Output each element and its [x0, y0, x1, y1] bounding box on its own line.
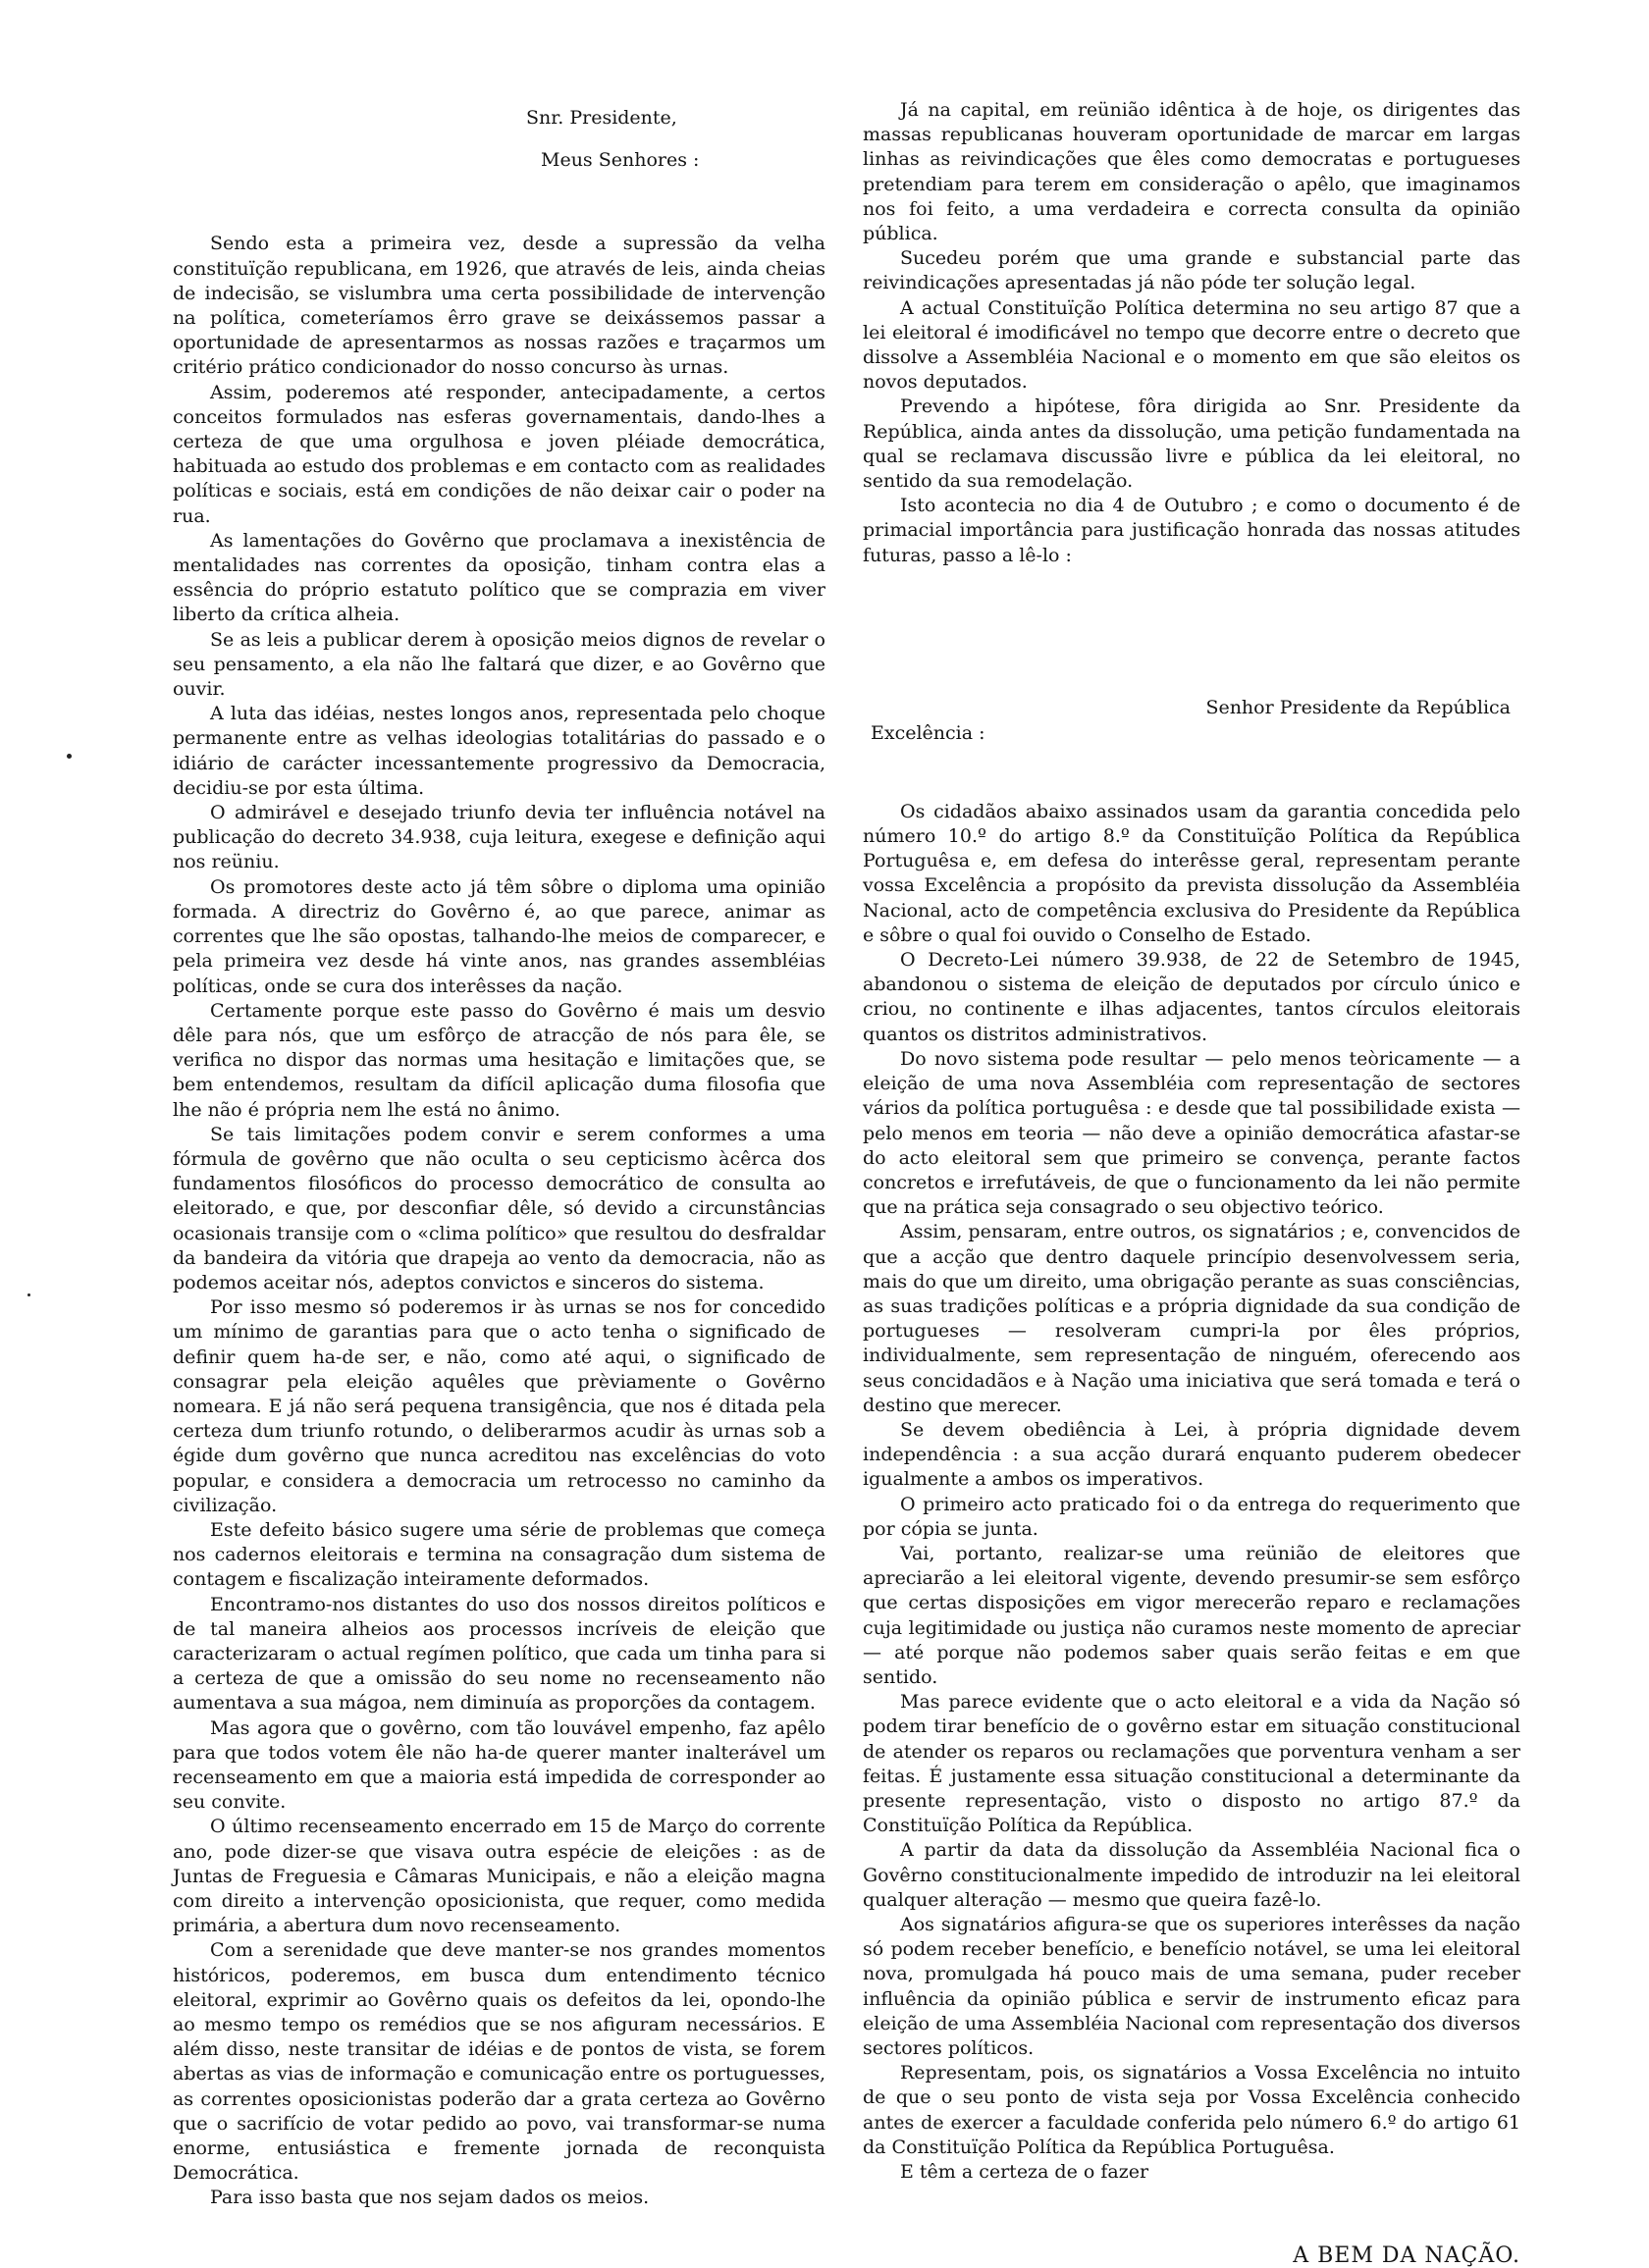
left-column: [173, 98, 825, 2211]
paragraph: Encontramo-nos distantes do uso dos nossos direitos políticos e de tal maneira alheios aos processos incríveis de eleição que caracterizaram o actual regímen político, que cada um tinha para si a certeza de que a omissão do seu nome no recenseamento não aumentava a sua mágoa, nem diminuía as proporções da contagem.: [173, 1593, 825, 1714]
paragraph: Com a serenidade que deve manter-se nos grandes momentos históricos, poderemos, em busca dum entendimento técnico eleitoral, exprimir ao Govêrno quais os defeitos da lei, opondo-lhe ao mesmo tempo os remédios que se nos afiguram necessários. E além disso, neste transitar de idéias e de pontos de vista, se forem abertas as vias de informação e comunicação entre os portuguesses, as correntes oposicionistas poderão dar a grata certeza ao Govêrno que o sacrifício de votar pedido ao povo, vai transformar-se numa enorme, entusiástica e fremente jornada de reconquista Democrática.: [173, 1939, 825, 2185]
paragraph: Sendo esta a primeira vez, desde a supressão da velha constituïção republicana, em 1926, que através de leis, ainda cheias de indecisão, se vislumbra uma certa possibilidade de intervenção na política, cometeríamos êrro grave se deixássemos passar a oportunidade de apresentarmos as nossas razões e traçarmos um critério prático condicionador do nosso concurso às urnas.: [173, 233, 825, 379]
paragraph: Assim, poderemos até responder, antecipadamente, a certos conceitos formulados nas esferas governamentais, dando-lhes a certeza de que uma orgulhosa e joven pléiade democrática, habituada ao estudo dos problemas e em contacto com as realidades políticas e sociais, está em condições de não deixar cair o poder na rua.: [173, 381, 825, 527]
paragraph: Este defeito básico sugere uma série de problemas que começa nos cadernos eleitorais e termina na consagração dum sistema de contagem e fiscalização inteiramente deformados.: [173, 1518, 825, 1591]
letter-paragraph: E têm a certeza de o fazer: [900, 2161, 1149, 2184]
paragraph: Mas agora que o govêrno, com tão louvável empenho, faz apêlo para que todos votem êle não ha-de querer manter inalterável um recenseamento em que a maioria está impedida de corresponder ao seu convite.: [173, 1716, 825, 1814]
letter-closing: A BEM DA NAÇÃO.: [1293, 2243, 1520, 2268]
paragraph: A luta das idéias, nestes longos anos, representada pelo choque permanente entre as velhas ideologias totalitárias do passado e o idiário de carácter incessantemente progressivo da Democracia, decidiu-se por esta última.: [173, 703, 825, 799]
letter-paragraph: A partir da data da dissolução da Assembléia Nacional fica o Govêrno constitucionalmente impedido de introduzir na lei eleitoral qualquer alteração — mesmo que queira fazê-lo.: [863, 1839, 1520, 1911]
paragraph: Certamente porque este passo do Govêrno é mais um desvio dêle para nós, que um esfôrço de atracção de nós para êle, se verifica no dispor das normas uma hesitação e limitações que, se bem entendemos, resultam da difícil aplicação duma filosofia que lhe não é própria nem lhe está no ânimo.: [173, 999, 825, 1121]
letter-paragraph: O primeiro acto praticado foi o da entrega do requerimento que por cópia se junta.: [863, 1493, 1520, 1540]
print-speck: [27, 1293, 30, 1296]
letter-addressee: Senhor Presidente da República: [1205, 696, 1511, 718]
letter-paragraph: Os cidadãos abaixo assinados usam da garantia concedida pelo número 10.º do artigo 8.º da Constituïção Política da República Portuguêsa e, em defesa do interêsse geral, representam perante vossa Excelência a propósito da prevista dissolução da Assembléia Nacional, acto de competência exclusiva do Presidente da República e sôbre o qual foi ouvido o Conselho de Estado.: [863, 800, 1520, 946]
right-column: [863, 98, 1520, 2268]
paragraph: Se as leis a publicar derem à oposição meios dignos de revelar o seu pensamento, a ela não lhe faltará que dizer, e ao Govêrno que ouvir.: [173, 628, 825, 701]
letter-header: [863, 696, 1520, 765]
letter-paragraph: Aos signatários afigura-se que os superiores interêsses da nação só podem receber benefício, e benefício notável, se uma lei eleitoral nova, promulgada há pouco mais de uma semana, puder receber influência da opinião pública e servir de instrumento eficaz para eleição de uma Assembléia Nacional com representação dos diversos sectores políticos.: [863, 1914, 1520, 2060]
paragraph: Os promotores deste acto já têm sôbre o diploma uma opinião formada. A directriz do Govêrno é, ao que parece, animar as correntes que lhe são opostas, talhando-lhe meios de comparecer, e pela primeira vez desde há vinte anos, nas grandes assembléias políticas, onde se cura dos interêsses da nação.: [173, 875, 825, 997]
letter-paragraph: Assim, pensaram, entre outros, os signatários ; e, convencidos de que a acção que dentro daquele princípio desenvolvessem seria, mais do que um direito, uma obrigação perante as suas consciências, as suas tradições políticas e a própria dignidade da sua condição de portugueses — resolveram cumpri-la por êles próprios, individualmente, sem representação de ninguém, oferecendo aos seus concidadãos e à Nação uma iniciativa que será tomada e terá o destino que merecer.: [863, 1221, 1520, 1416]
paragraph: A actual Constituïção Política determina no seu artigo 87 que a lei eleitoral é imodificável no tempo que decorre entre o decreto que dissolve a Assembléia Nacional e o momento em que são eleitos os novos deputados.: [863, 296, 1520, 394]
paragraph: O admirável e desejado triunfo devia ter influência notável na publicação do decreto 34.938, cuja leitura, exegese e definição aqui nos reüniu.: [173, 802, 825, 873]
letter-paragraph: Do novo sistema pode resultar — pelo menos teòricamente — a eleição de uma nova Assembléia com representação de sectores vários da política portuguêsa : e desde que tal possibilidade exista — pelo menos em teoria — não deve a opinião democrática afastar-se do acto eleitoral sem que primeiro se convença, perante factos concretos e irrefutáveis, de que o funcionamento da lei não permite que na prática seja consagrado o seu objectivo teórico.: [863, 1047, 1520, 1219]
salutation-gentlemen: Meus Senhores :: [541, 149, 700, 172]
paragraph: Sucedeu porém que uma grande e substancial parte das reivindicações apresentadas já não póde ter solução legal.: [863, 247, 1520, 294]
paragraph: Isto acontecia no dia 4 de Outubro ; e como o documento é de primacial importância para justificação honrada das nossas atitudes futuras, passo a lê-lo :: [863, 495, 1520, 566]
letter-paragraph: Representam, pois, os signatários a Vossa Excelência no intuito de que o seu ponto de vista seja por Vossa Excelência conhecido antes de exercer a faculdade conferida pelo número 6.º do artigo 61 da Constituïção Política da República Portuguêsa.: [863, 2062, 1520, 2158]
salutation-president: Snr. Presidente,: [526, 107, 677, 129]
paragraph: Prevendo a hipótese, fôra dirigida ao Snr. Presidente da República, ainda antes da dissolução, uma petição fundamentada na qual se reclamava discussão livre e pública da lei eleitoral, no sentido da sua remodelação.: [863, 396, 1520, 493]
paragraph: O último recenseamento encerrado em 15 de Março do corrente ano, pode dizer-se que visava outra espécie de eleições : as de Juntas de Freguesia e Câmaras Municipais, e não a eleição magna com direito a intervenção oposicionista, que requer, como medida primária, a abertura dum novo recenseamento.: [173, 1816, 825, 1937]
paragraph: As lamentações do Govêrno que proclamava a inexistência de mentalidades nas correntes da oposição, tinham contra elas a essência do próprio estatuto político que se comprazia em viver liberto da crítica alheia.: [173, 529, 825, 626]
print-speck: [67, 754, 72, 759]
letter-paragraph: Mas parece evidente que o acto eleitoral e a vida da Nação só podem tirar benefício de o govêrno estar em situação constitucional de atender os reparos ou reclamações que porventura venham a ser feitas. É justamente essa situação constitucional a determinante da presente representação, visto o disposto no artigo 87.º da Constituïção Política da República.: [863, 1691, 1520, 1837]
letter-paragraph: Se devem obediência à Lei, à própria dignidade devem independência : a sua acção durará enquanto puderem obedecer igualmente a ambos os imperativos.: [863, 1418, 1520, 1491]
letter-paragraph: O Decreto-Lei número 39.938, de 22 de Setembro de 1945, abandonou o sistema de eleição de deputados por círculo único e criou, no continente e ilhas adjacentes, tantos círculos eleitorais quantos os distritos administrativos.: [863, 949, 1520, 1045]
letter-salutation: Excelência :: [871, 721, 985, 744]
paragraph: Para isso basta que nos sejam dados os meios.: [210, 2187, 650, 2209]
paragraph: Se tais limitações podem convir e serem conformes a uma fórmula de govêrno que não oculta o seu cepticismo àcêrca dos fundamentos filosóficos do processo democrático de consulta ao eleitorado, e que, por desconfiar dêle, só devido a circunstâncias ocasionais transije com o «clima político» que resultou do desfraldar da bandeira da vitória que drapeja ao vento da democracia, não as podemos aceitar nós, adeptos convictos e sinceros do sistema.: [173, 1123, 825, 1293]
letter-paragraph: Vai, portanto, realizar-se uma reünião de eleitores que apreciarão a lei eleitoral vigente, devendo presumir-se sem esfôrço que certas disposições em vigor merecerão reparo e reclamações cuja legitimidade ou justiça não curamos neste momento de apreciar — até porque não podemos saber quais serão feitas e em que sentido.: [863, 1542, 1520, 1688]
paragraph: Por isso mesmo só poderemos ir às urnas se nos for concedido um mínimo de garantias para que o acto tenha o significado de definir quem ha-de ser, e não, como até aqui, o significado de consagrar pela eleição aquêles que prèviamente o Govêrno nomeara. E já não será pequena transigência, que nos é ditada pela certeza dum triunfo rotundo, o deliberarmos acudir às urnas sob a égide dum govêrno que nunca acreditou nas excelências do voto popular, e considera a democracia um retrocesso no caminho da civilização.: [173, 1296, 825, 1516]
paragraph: Já na capital, em reünião idêntica à de hoje, os dirigentes das massas republicanas houveram oportunidade de marcar em largas linhas as reivindicações que êles como democratas e portugueses pretendiam para terem em consideração o apêlo, que imaginamos nos foi feito, a uma verdadeira e correcta consulta da opinião pública.: [863, 99, 1520, 245]
